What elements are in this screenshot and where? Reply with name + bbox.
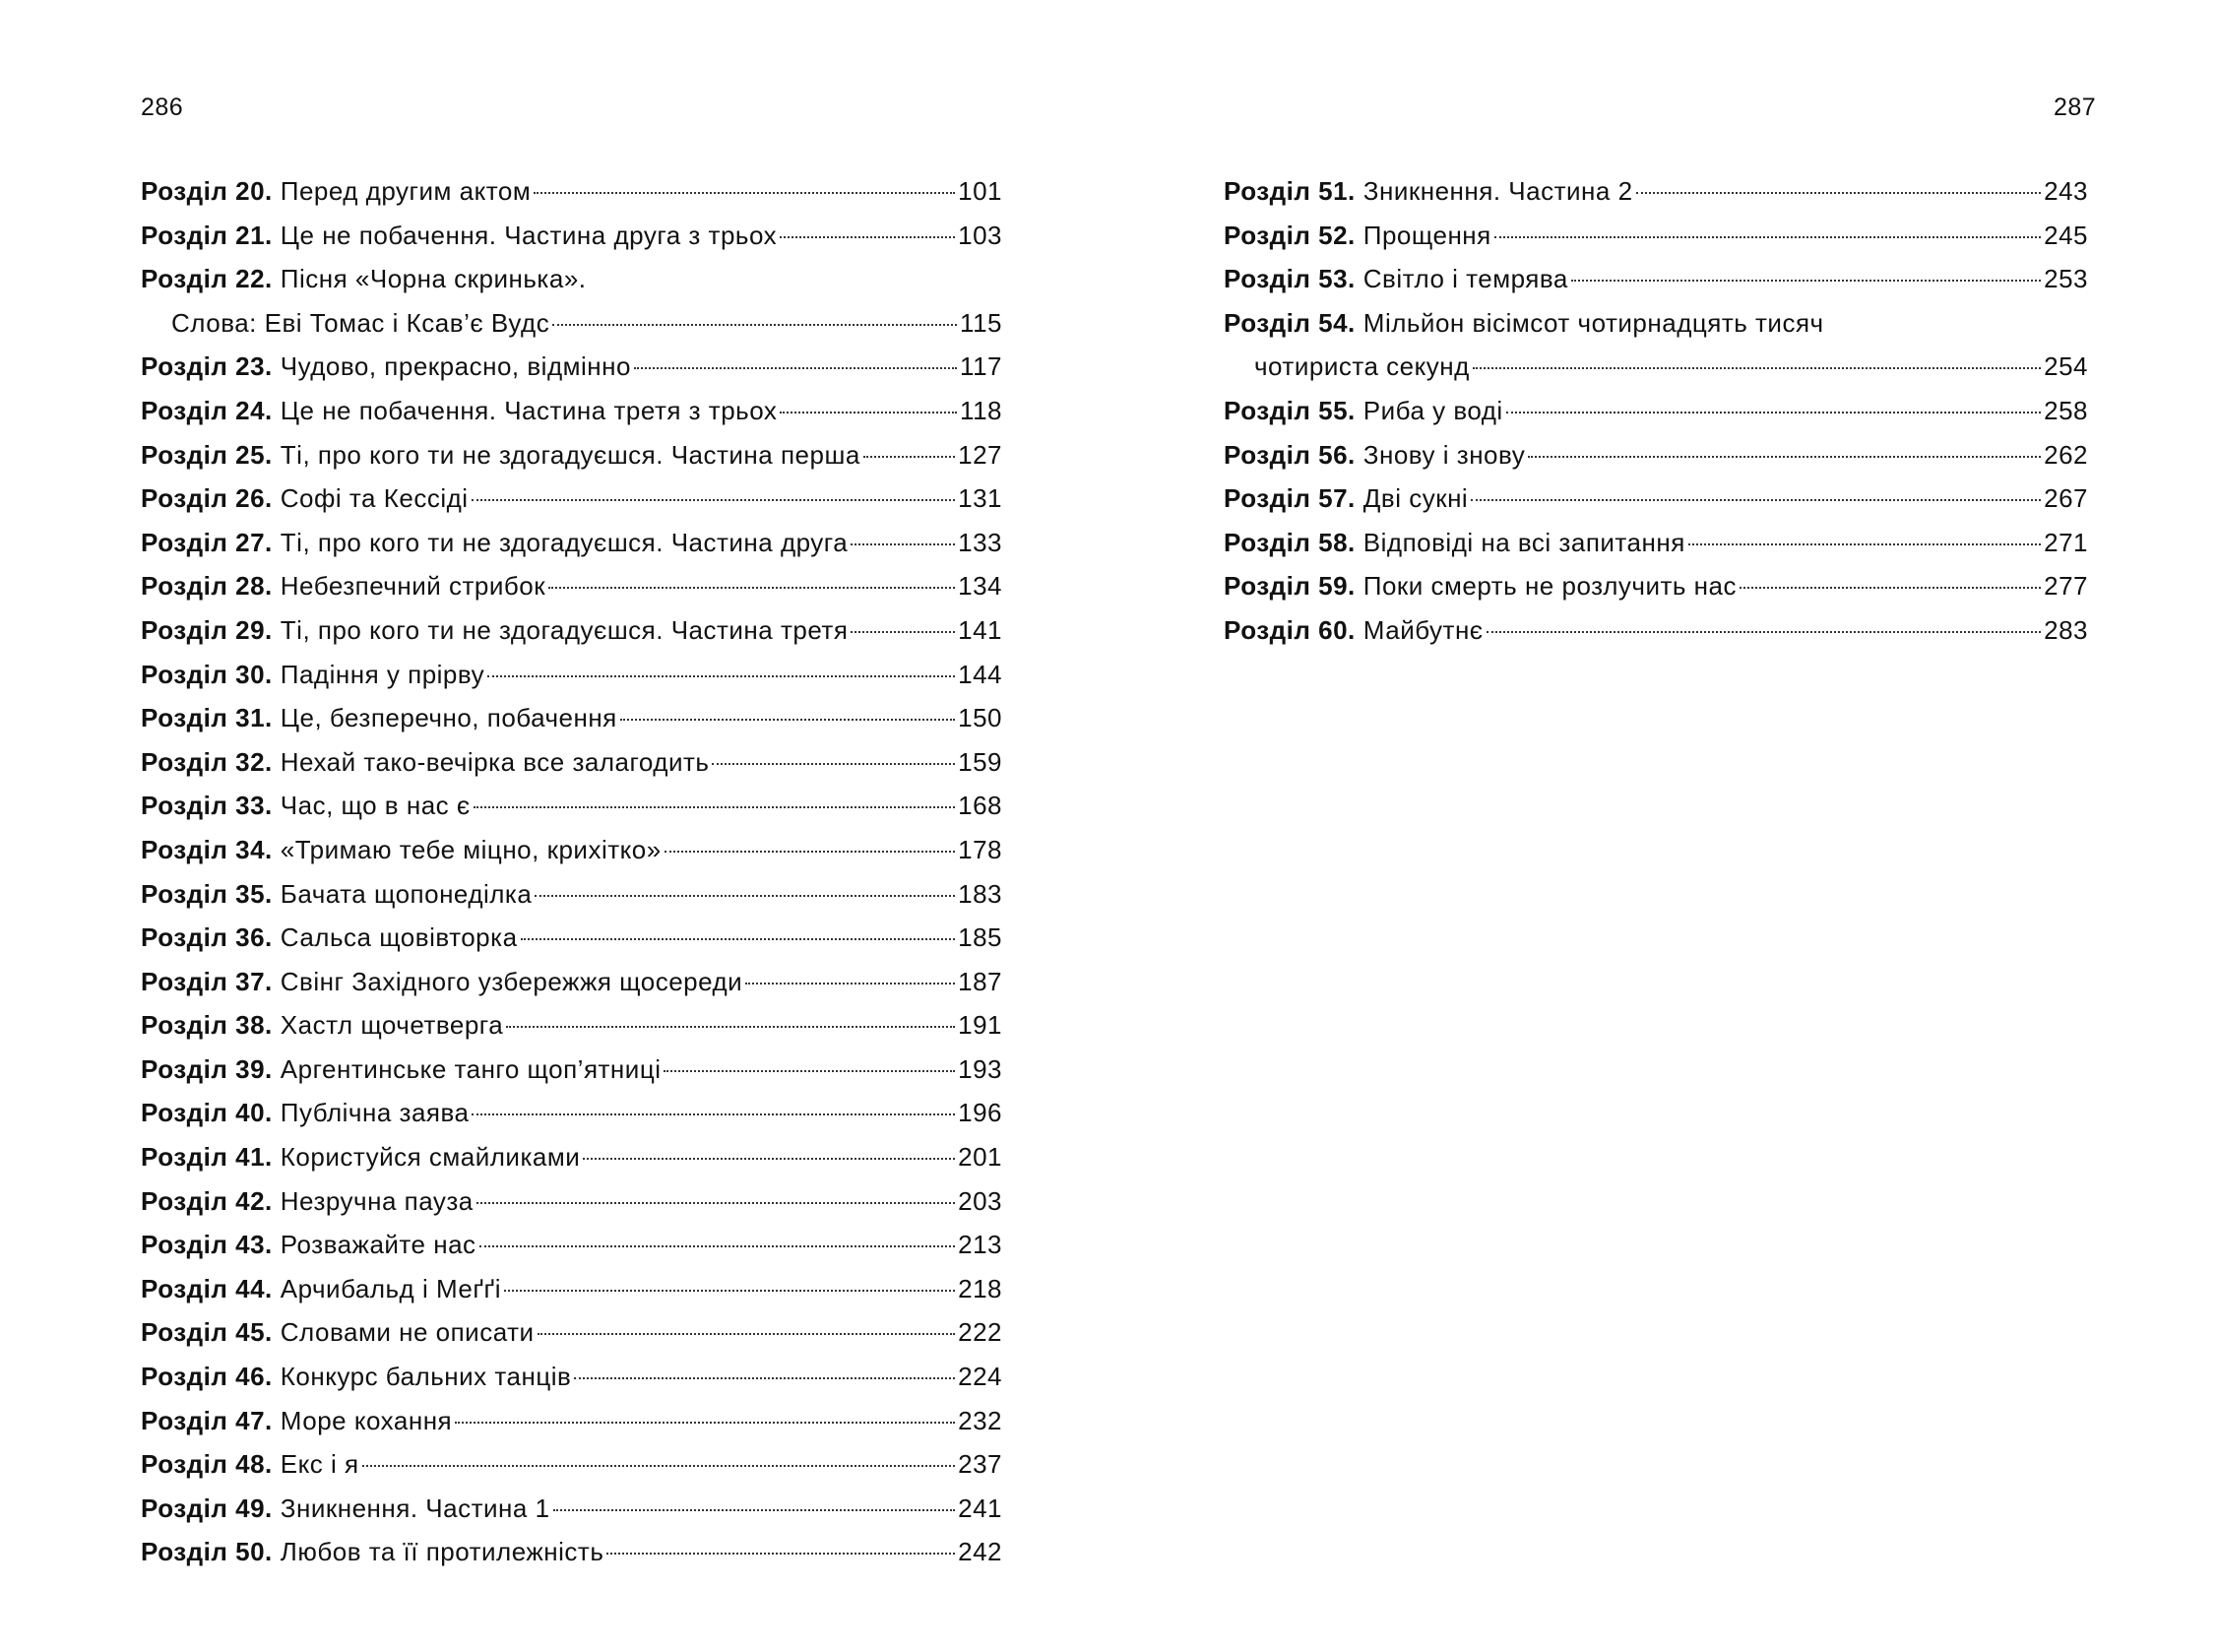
toc-chapter-label: Розділ 29.	[141, 614, 273, 645]
toc-chapter-label: Розділ 47.	[141, 1405, 273, 1435]
toc-dot-leader	[479, 1245, 956, 1247]
toc-dot-leader	[521, 938, 956, 940]
toc-entry	[141, 257, 1002, 301]
toc-page-number: 241	[958, 1493, 1002, 1523]
toc-chapter-label: Розділ 39.	[141, 1053, 273, 1084]
toc-chapter-title: Софі та Кессіді	[280, 483, 469, 514]
toc-chapter-title: Прощення	[1362, 220, 1491, 250]
toc-chapter-label: Розділ 57.	[1224, 483, 1356, 514]
toc-chapter-label: Розділ 23.	[141, 351, 273, 382]
toc-page-number: 134	[958, 571, 1002, 602]
toc-dot-leader	[1471, 499, 2041, 501]
toc-chapter-title: Користуйся смайликами	[280, 1142, 581, 1173]
toc-entry	[141, 345, 1002, 389]
toc-chapter-label: Розділ 53.	[1224, 264, 1356, 294]
toc-page-number: 103	[958, 220, 1002, 250]
toc-dot-leader	[553, 1509, 956, 1511]
toc-chapter-title: Арчибальд і Меґґі	[280, 1273, 502, 1303]
toc-chapter-label: Розділ 44.	[141, 1273, 273, 1303]
toc-page-number: 118	[960, 395, 1002, 425]
toc-chapter-label: Розділ 35.	[141, 878, 273, 909]
toc-entry	[141, 740, 1002, 785]
toc-page-number: 242	[958, 1537, 1002, 1567]
toc-entry	[141, 784, 1002, 828]
toc-chapter-title: Це не побачення. Частина друга з трьох	[280, 220, 778, 250]
toc-chapter-label: Розділ 36.	[141, 922, 273, 953]
toc-entry	[141, 389, 1002, 433]
toc-entry	[141, 477, 1002, 521]
toc-entry	[1224, 257, 2088, 301]
toc-dot-leader	[1571, 280, 2041, 282]
toc-page-number: 168	[958, 791, 1002, 821]
toc-chapter-label: Розділ 33.	[141, 791, 273, 821]
toc-page-number: 141	[958, 614, 1002, 645]
toc-entry	[141, 828, 1002, 872]
toc-dot-leader	[534, 192, 955, 194]
toc-chapter-label: Розділ 20.	[141, 176, 273, 206]
toc-dot-leader	[1740, 587, 2041, 589]
toc-chapter-title: Час, що в нас є	[280, 791, 471, 821]
toc-chapter-label: Розділ 25.	[141, 439, 273, 470]
toc-entry	[1224, 214, 2088, 258]
toc-dot-leader	[1688, 543, 2041, 545]
toc-chapter-title: Мільйон вісімсот чотирнадцять тисяч	[1362, 307, 1824, 338]
toc-chapter-title: Нехай тако-вечірка все залагодить	[280, 746, 710, 777]
toc-page-number: 218	[958, 1273, 1002, 1303]
toc-chapter-title: Небезпечний стрибок	[280, 571, 546, 602]
toc-chapter-label: Розділ 41.	[141, 1142, 273, 1173]
toc-chapter-title: Це, безперечно, побачення	[280, 703, 617, 733]
toc-dot-leader	[780, 412, 957, 413]
toc-chapter-label: Розділ 52.	[1224, 220, 1356, 250]
table-of-contents-right	[1224, 169, 2088, 653]
toc-entry	[141, 1048, 1002, 1092]
toc-page-number: 253	[2044, 264, 2088, 294]
toc-entry	[141, 564, 1002, 608]
toc-chapter-title: Слова: Еві Томас і Ксав’є Вудс	[171, 307, 550, 338]
toc-chapter-title: Падіння у прірву	[280, 659, 485, 689]
toc-chapter-label: Розділ 54.	[1224, 307, 1356, 338]
toc-dot-leader	[745, 983, 955, 985]
toc-entry	[1224, 521, 2088, 565]
toc-page-number: 178	[958, 834, 1002, 864]
toc-entry	[141, 916, 1002, 960]
toc-chapter-title: Пісня «Чорна скринька».	[280, 264, 587, 294]
toc-dot-leader	[851, 631, 955, 633]
toc-entry	[141, 1223, 1002, 1267]
toc-page-number: 115	[960, 307, 1002, 338]
toc-chapter-title: чотириста секунд	[1254, 351, 1470, 382]
toc-entry	[141, 872, 1002, 917]
toc-chapter-title: Майбутнє	[1362, 614, 1484, 645]
toc-entry	[141, 521, 1002, 565]
toc-entry	[141, 1530, 1002, 1574]
toc-chapter-label: Розділ 58.	[1224, 527, 1356, 557]
toc-dot-leader	[1506, 412, 2041, 413]
toc-chapter-label: Розділ 56.	[1224, 439, 1356, 470]
toc-entry	[141, 1310, 1002, 1355]
toc-entry	[141, 433, 1002, 477]
toc-page-number: 144	[958, 659, 1002, 689]
toc-page-number: 159	[958, 746, 1002, 777]
toc-chapter-label: Розділ 21.	[141, 220, 273, 250]
toc-dot-leader	[487, 675, 955, 677]
toc-chapter-title: Море кохання	[280, 1405, 453, 1435]
toc-page-number: 267	[2044, 483, 2088, 514]
toc-dot-leader	[472, 1113, 955, 1115]
toc-chapter-label: Розділ 30.	[141, 659, 273, 689]
toc-dot-leader	[851, 543, 955, 545]
toc-entry	[141, 960, 1002, 1004]
toc-chapter-label: Розділ 22.	[141, 264, 273, 294]
toc-chapter-label: Розділ 26.	[141, 483, 273, 514]
toc-dot-leader	[362, 1465, 956, 1467]
toc-page-number: 203	[958, 1185, 1002, 1216]
toc-chapter-title: Розважайте нас	[280, 1230, 476, 1260]
toc-dot-leader	[474, 806, 955, 808]
toc-chapter-title: Ті, про кого ти не здогадуєшся. Частина перша	[280, 439, 860, 470]
toc-dot-leader	[1528, 456, 2041, 458]
toc-chapter-label: Розділ 24.	[141, 395, 273, 425]
toc-chapter-title: Світло і темрява	[1362, 264, 1568, 294]
toc-chapter-title: Сальса щовівторка	[280, 922, 518, 953]
toc-chapter-title: Зникнення. Частина 2	[1362, 176, 1633, 206]
toc-entry	[1224, 608, 2088, 653]
toc-entry	[141, 608, 1002, 653]
toc-chapter-title: Свінг Західного узбережжя щосереди	[280, 966, 743, 996]
toc-chapter-label: Розділ 38.	[141, 1010, 273, 1041]
toc-dot-leader	[583, 1158, 955, 1160]
toc-chapter-title: Це не побачення. Частина третя з трьох	[280, 395, 778, 425]
toc-dot-leader	[606, 1553, 955, 1555]
toc-page-number: 183	[958, 878, 1002, 909]
toc-page-number: 237	[958, 1449, 1002, 1480]
toc-dot-leader	[455, 1422, 955, 1424]
toc-chapter-title: Незручна пауза	[280, 1185, 474, 1216]
toc-chapter-label: Розділ 50.	[141, 1537, 273, 1567]
toc-chapter-label: Розділ 42.	[141, 1185, 273, 1216]
toc-page-number: 258	[2044, 395, 2088, 425]
toc-entry	[141, 1399, 1002, 1443]
toc-chapter-label: Розділ 43.	[141, 1230, 273, 1260]
toc-dot-leader	[548, 587, 955, 589]
toc-page-number: 191	[958, 1010, 1002, 1041]
toc-chapter-label: Розділ 40.	[141, 1098, 273, 1128]
toc-entry	[141, 1355, 1002, 1399]
toc-entry	[1224, 477, 2088, 521]
toc-page-number: 277	[2044, 571, 2088, 602]
toc-page-number: 232	[958, 1405, 1002, 1435]
toc-page-number: 243	[2044, 176, 2088, 206]
toc-page-number: 193	[958, 1053, 1002, 1084]
toc-dot-leader	[476, 1202, 955, 1204]
toc-chapter-title: Екс і я	[280, 1449, 359, 1480]
toc-dot-leader	[665, 851, 955, 853]
toc-page-number: 187	[958, 966, 1002, 996]
toc-chapter-title: Словами не описати	[280, 1317, 535, 1348]
toc-dot-leader	[472, 499, 956, 501]
toc-page-number: 117	[960, 351, 1002, 382]
toc-chapter-title: «Тримаю тебе міцно, крихітко»	[280, 834, 662, 864]
toc-entry	[1224, 345, 2088, 389]
toc-chapter-label: Розділ 31.	[141, 703, 273, 733]
page-number-right: 287	[2054, 94, 2097, 121]
toc-entry	[141, 1179, 1002, 1224]
toc-chapter-title: Публічна заява	[280, 1098, 470, 1128]
toc-dot-leader	[712, 763, 955, 765]
toc-page-number: 271	[2044, 527, 2088, 557]
toc-chapter-label: Розділ 51.	[1224, 176, 1356, 206]
toc-entry	[141, 1135, 1002, 1179]
toc-entry	[141, 169, 1002, 214]
toc-entry	[1224, 389, 2088, 433]
toc-page-number: 254	[2044, 351, 2088, 382]
toc-dot-leader	[506, 1026, 955, 1028]
toc-chapter-label: Розділ 59.	[1224, 571, 1356, 602]
toc-dot-leader	[574, 1377, 955, 1379]
toc-entry	[141, 1003, 1002, 1048]
toc-page-number: 213	[958, 1230, 1002, 1260]
toc-page-number: 224	[958, 1362, 1002, 1392]
toc-dot-leader	[1494, 236, 2041, 238]
toc-page-number: 127	[958, 439, 1002, 470]
table-of-contents-left	[141, 169, 1002, 1574]
toc-chapter-label: Розділ 45.	[141, 1317, 273, 1348]
toc-entry	[141, 301, 1002, 346]
toc-entry	[141, 214, 1002, 258]
toc-chapter-title: Ті, про кого ти не здогадуєшся. Частина друга	[280, 527, 849, 557]
toc-page-number: 150	[958, 703, 1002, 733]
toc-dot-leader	[538, 1333, 956, 1335]
toc-page-number: 185	[958, 922, 1002, 953]
toc-dot-leader	[1473, 367, 2041, 369]
toc-page-number: 101	[958, 176, 1002, 206]
toc-entry	[141, 1091, 1002, 1135]
toc-entry	[1224, 564, 2088, 608]
toc-chapter-title: Відповіді на всі запитання	[1362, 527, 1685, 557]
toc-chapter-label: Розділ 55.	[1224, 395, 1356, 425]
toc-chapter-label: Розділ 46.	[141, 1362, 273, 1392]
toc-chapter-title: Перед другим актом	[280, 176, 532, 206]
toc-chapter-label: Розділ 32.	[141, 746, 273, 777]
toc-chapter-label: Розділ 49.	[141, 1493, 273, 1523]
toc-dot-leader	[664, 1070, 955, 1072]
toc-chapter-title: Хастл щочетверга	[280, 1010, 504, 1041]
toc-dot-leader	[780, 236, 955, 238]
toc-page-number: 222	[958, 1317, 1002, 1348]
toc-dot-leader	[552, 324, 957, 326]
toc-chapter-title: Бачата щопонеділка	[280, 878, 533, 909]
toc-dot-leader	[634, 367, 957, 369]
toc-chapter-label: Розділ 34.	[141, 834, 273, 864]
toc-chapter-title: Риба у воді	[1362, 395, 1503, 425]
toc-dot-leader	[620, 719, 955, 721]
toc-entry	[141, 1487, 1002, 1531]
toc-dot-leader	[1636, 192, 2042, 194]
toc-entry	[141, 1267, 1002, 1311]
toc-page-number: 283	[2044, 614, 2088, 645]
toc-page-number: 201	[958, 1142, 1002, 1173]
page-number-left: 286	[141, 94, 184, 121]
toc-entry	[1224, 433, 2088, 477]
toc-page-number: 262	[2044, 439, 2088, 470]
toc-dot-leader	[504, 1290, 955, 1292]
toc-dot-leader	[863, 456, 955, 458]
toc-chapter-title: Ті, про кого ти не здогадуєшся. Частина третя	[280, 614, 849, 645]
toc-chapter-label: Розділ 28.	[141, 571, 273, 602]
toc-page-number: 133	[958, 527, 1002, 557]
toc-chapter-title: Аргентинське танго щоп’ятниці	[280, 1053, 662, 1084]
toc-entry	[141, 696, 1002, 740]
toc-chapter-title: Поки смерть не розлучить нас	[1362, 571, 1737, 602]
toc-chapter-title: Конкурс бальних танців	[280, 1362, 572, 1392]
toc-chapter-title: Дві сукні	[1362, 483, 1469, 514]
toc-page-number: 196	[958, 1098, 1002, 1128]
toc-chapter-title: Знову і знову	[1362, 439, 1526, 470]
toc-chapter-label: Розділ 60.	[1224, 614, 1356, 645]
toc-dot-leader	[1487, 631, 2042, 633]
toc-chapter-label: Розділ 37.	[141, 966, 273, 996]
toc-entry	[141, 653, 1002, 697]
toc-entry	[1224, 169, 2088, 214]
toc-page-number: 131	[958, 483, 1002, 514]
toc-chapter-title: Зникнення. Частина 1	[280, 1493, 550, 1523]
toc-chapter-title: Любов та її протилежність	[280, 1537, 604, 1567]
toc-dot-leader	[535, 895, 955, 897]
toc-page-number: 245	[2044, 220, 2088, 250]
toc-entry	[1224, 301, 2088, 346]
toc-entry	[141, 1442, 1002, 1487]
toc-chapter-title: Чудово, прекрасно, відмінно	[280, 351, 631, 382]
toc-chapter-label: Розділ 27.	[141, 527, 273, 557]
toc-chapter-label: Розділ 48.	[141, 1449, 273, 1480]
